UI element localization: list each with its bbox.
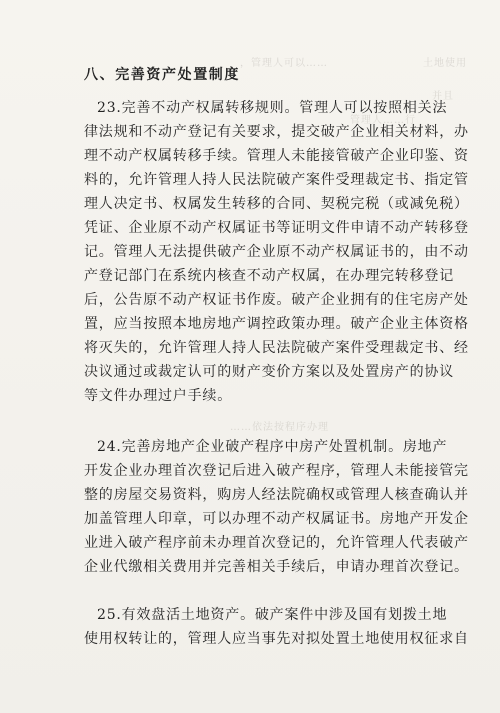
paragraph-line: 理不动产权属转移手续。管理人未能接管破产企业印鉴、资 [84,148,469,164]
show-through-text: ……依法按程序办理 [230,422,329,433]
paragraph-line: 后，公告原不动产权证书作废。破产企业拥有的住宅房产处 [84,292,469,308]
paragraph-line: 整的房屋交易资料，购房人经法院确权或管理人核查确认并 [84,487,469,503]
paragraph-line: 企业代缴相关费用并完善相关手续后，申请办理首次登记。 [84,559,469,575]
paragraph-line: 凭证、企业原不动产权属证书等证明文件申请不动产转移登 [84,220,469,236]
show-through-text: 土地使用 [423,58,467,69]
paragraph-line: 业进入破产程序前未办理首次登记的，允许管理人代表破产 [84,535,469,551]
show-through-text: 管理人……行 [350,115,416,126]
show-through-text: 并且 [432,91,454,102]
section-heading: 八、完善资产处置制度 [84,67,240,83]
paragraph-line: 加盖管理人印章，可以办理不动产权属证书。房地产开发企 [84,511,469,527]
paragraph-25 [84,603,469,651]
paragraph-line: 开发企业办理首次登记后进入破产程序，管理人未能接管完 [84,463,469,479]
paragraph-line: 25.有效盘活土地资产。破产案件中涉及国有划拨土地 [97,607,448,623]
paragraph-24 [84,435,469,579]
paragraph-line: 使用权转让的，管理人应当事先对拟处置土地使用权征求自 [84,631,469,647]
paragraph-line: 24.完善房地产企业破产程序中房产处置机制。房地产 [97,439,448,455]
paragraph-line: 23.完善不动产权属转移规则。管理人可以按照相关法 [97,100,448,116]
paragraph-line: 律法规和不动产登记有关要求，提交破产企业相关材料，办 [84,124,469,140]
paragraph-line: 记。管理人无法提供破产企业原不动产权属证书的，由不动 [84,244,469,260]
paragraph-line: 等文件办理过户手续。 [84,388,232,404]
show-through-text: ，管理人可以…… [240,58,328,69]
paragraph-line: 决议通过或裁定认可的财产变价方案以及处置房产的协议 [84,364,454,380]
paragraph-line: 产登记部门在系统内核查不动产权属，在办理完转移登记 [84,268,454,284]
paragraph-line: 料的，允许管理人持人民法院破产案件受理裁定书、指定管 [84,172,469,188]
paragraph-line: 置，应当按照本地房地产调控政策办理。破产企业主体资格 [84,316,469,332]
paragraph-line: 将灭失的，允许管理人持人民法院破产案件受理裁定书、经 [84,340,469,356]
paragraph-line: 理人决定书、权属发生转移的合同、契税完税（或减免税） [84,196,469,212]
